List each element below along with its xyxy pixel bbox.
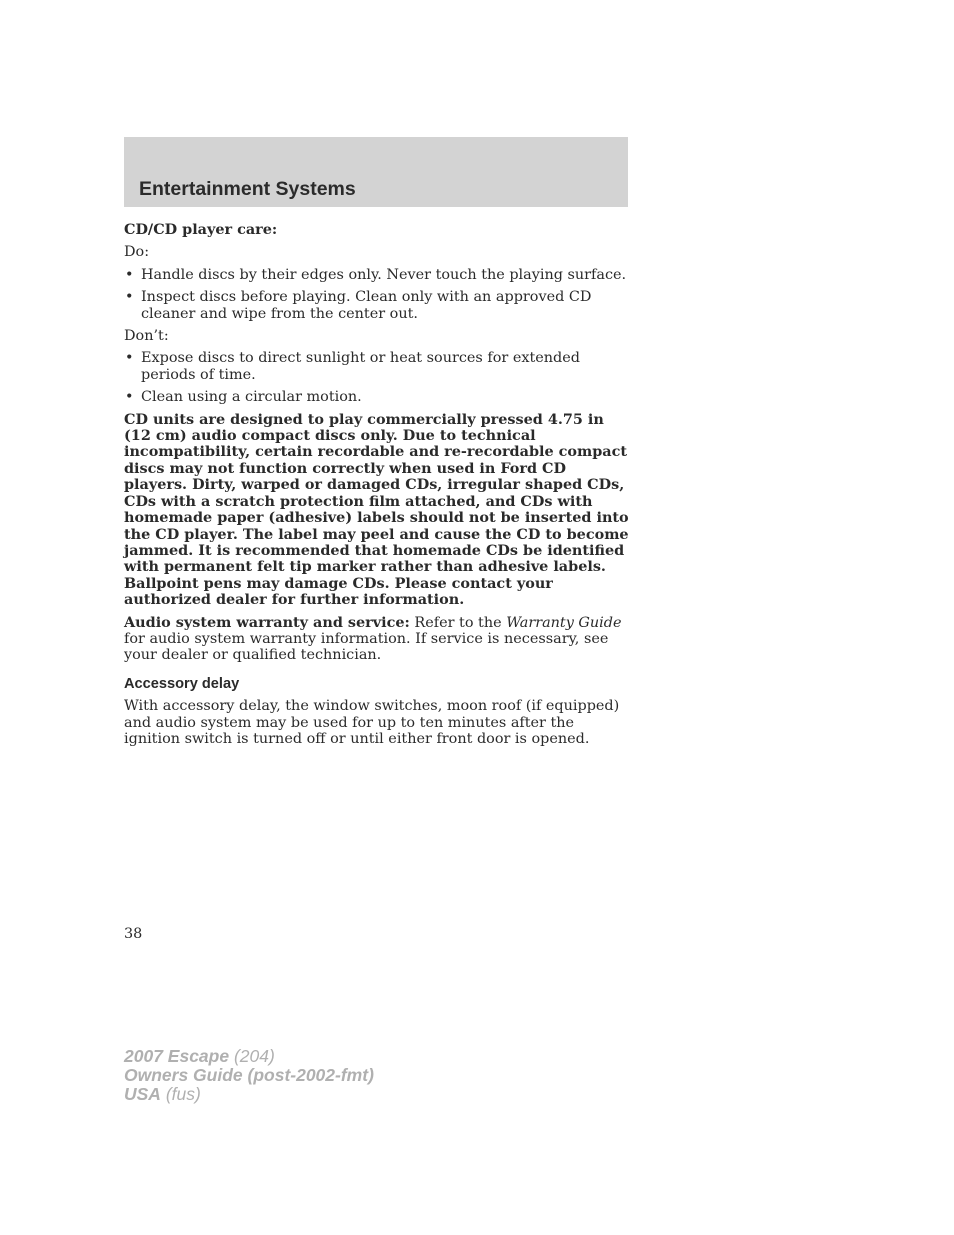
accessory-delay-heading: Accessory delay xyxy=(124,675,240,692)
page-number: 38 xyxy=(124,926,143,942)
section-title: Entertainment Systems xyxy=(139,178,356,200)
warranty-text-after: for audio system warranty information. If service is necessary, see your dealer or qualified technician. xyxy=(124,630,609,664)
warranty-guide-title: Warranty Guide xyxy=(506,614,622,631)
dont-label: Don’t: xyxy=(124,328,169,345)
footer-market-code: (fus) xyxy=(160,1084,201,1104)
footer-line-2: Owners Guide (post-2002-fmt) xyxy=(124,1065,374,1085)
list-item xyxy=(124,350,630,383)
bullet-icon: • xyxy=(125,350,134,367)
footer-line-3 xyxy=(124,1085,374,1104)
bullet-icon: • xyxy=(125,389,134,406)
accessory-delay-body: With accessory delay, the window switches, moon roof (if equipped) and audio system may be used for up to ten minutes after the ignition switch is turned off or until either front door is opened. xyxy=(124,698,620,747)
dont-list xyxy=(124,350,630,405)
section-header-band xyxy=(124,137,628,207)
bullet-icon: • xyxy=(125,289,134,306)
cd-warning-paragraph: CD units are designed to play commercially pressed 4.75 in (12 cm) audio compact discs only. Due to technical incompatibility, certain recordable and re-recordable compact discs may not function correctly when used in Ford CD players. Dirty, warped or damaged CDs, irregular shaped CDs, CDs with a scratch protection film attached, and CDs with homemade paper (adhesive) labels should not be inserted into the CD player. The label may peel and cause the CD to become jammed. It is recommended that homemade CDs be identified with permanent felt tip marker rather than adhesive labels. Ballpoint pens may damage CDs. Please contact your authorized dealer for further information. xyxy=(124,410,629,609)
list-item xyxy=(124,267,630,283)
bullet-icon: • xyxy=(125,266,134,283)
cd-care-heading: CD/CD player care: xyxy=(124,221,278,238)
list-item xyxy=(124,389,630,405)
page-content xyxy=(124,222,630,753)
warranty-label: Audio system warranty and service: xyxy=(124,613,410,631)
list-item-text: Clean using a circular motion. xyxy=(141,389,362,406)
footer-line-1 xyxy=(124,1047,374,1066)
footer-market: USA xyxy=(124,1084,161,1104)
document-footer xyxy=(124,1047,374,1104)
footer-model: 2007 Escape xyxy=(124,1046,230,1066)
list-item-text: Expose discs to direct sunlight or heat sources for extended periods of time. xyxy=(141,350,580,383)
footer-model-code: (204) xyxy=(229,1046,275,1066)
do-list xyxy=(124,267,630,322)
do-label: Do: xyxy=(124,244,150,261)
list-item xyxy=(124,289,630,322)
list-item-text: Inspect discs before playing. Clean only with an approved CD cleaner and wipe from the center out. xyxy=(141,289,592,322)
warranty-text-before: Refer to the xyxy=(409,614,507,631)
warranty-paragraph xyxy=(124,615,630,664)
list-item-text: Handle discs by their edges only. Never touch the playing surface. xyxy=(141,266,627,283)
